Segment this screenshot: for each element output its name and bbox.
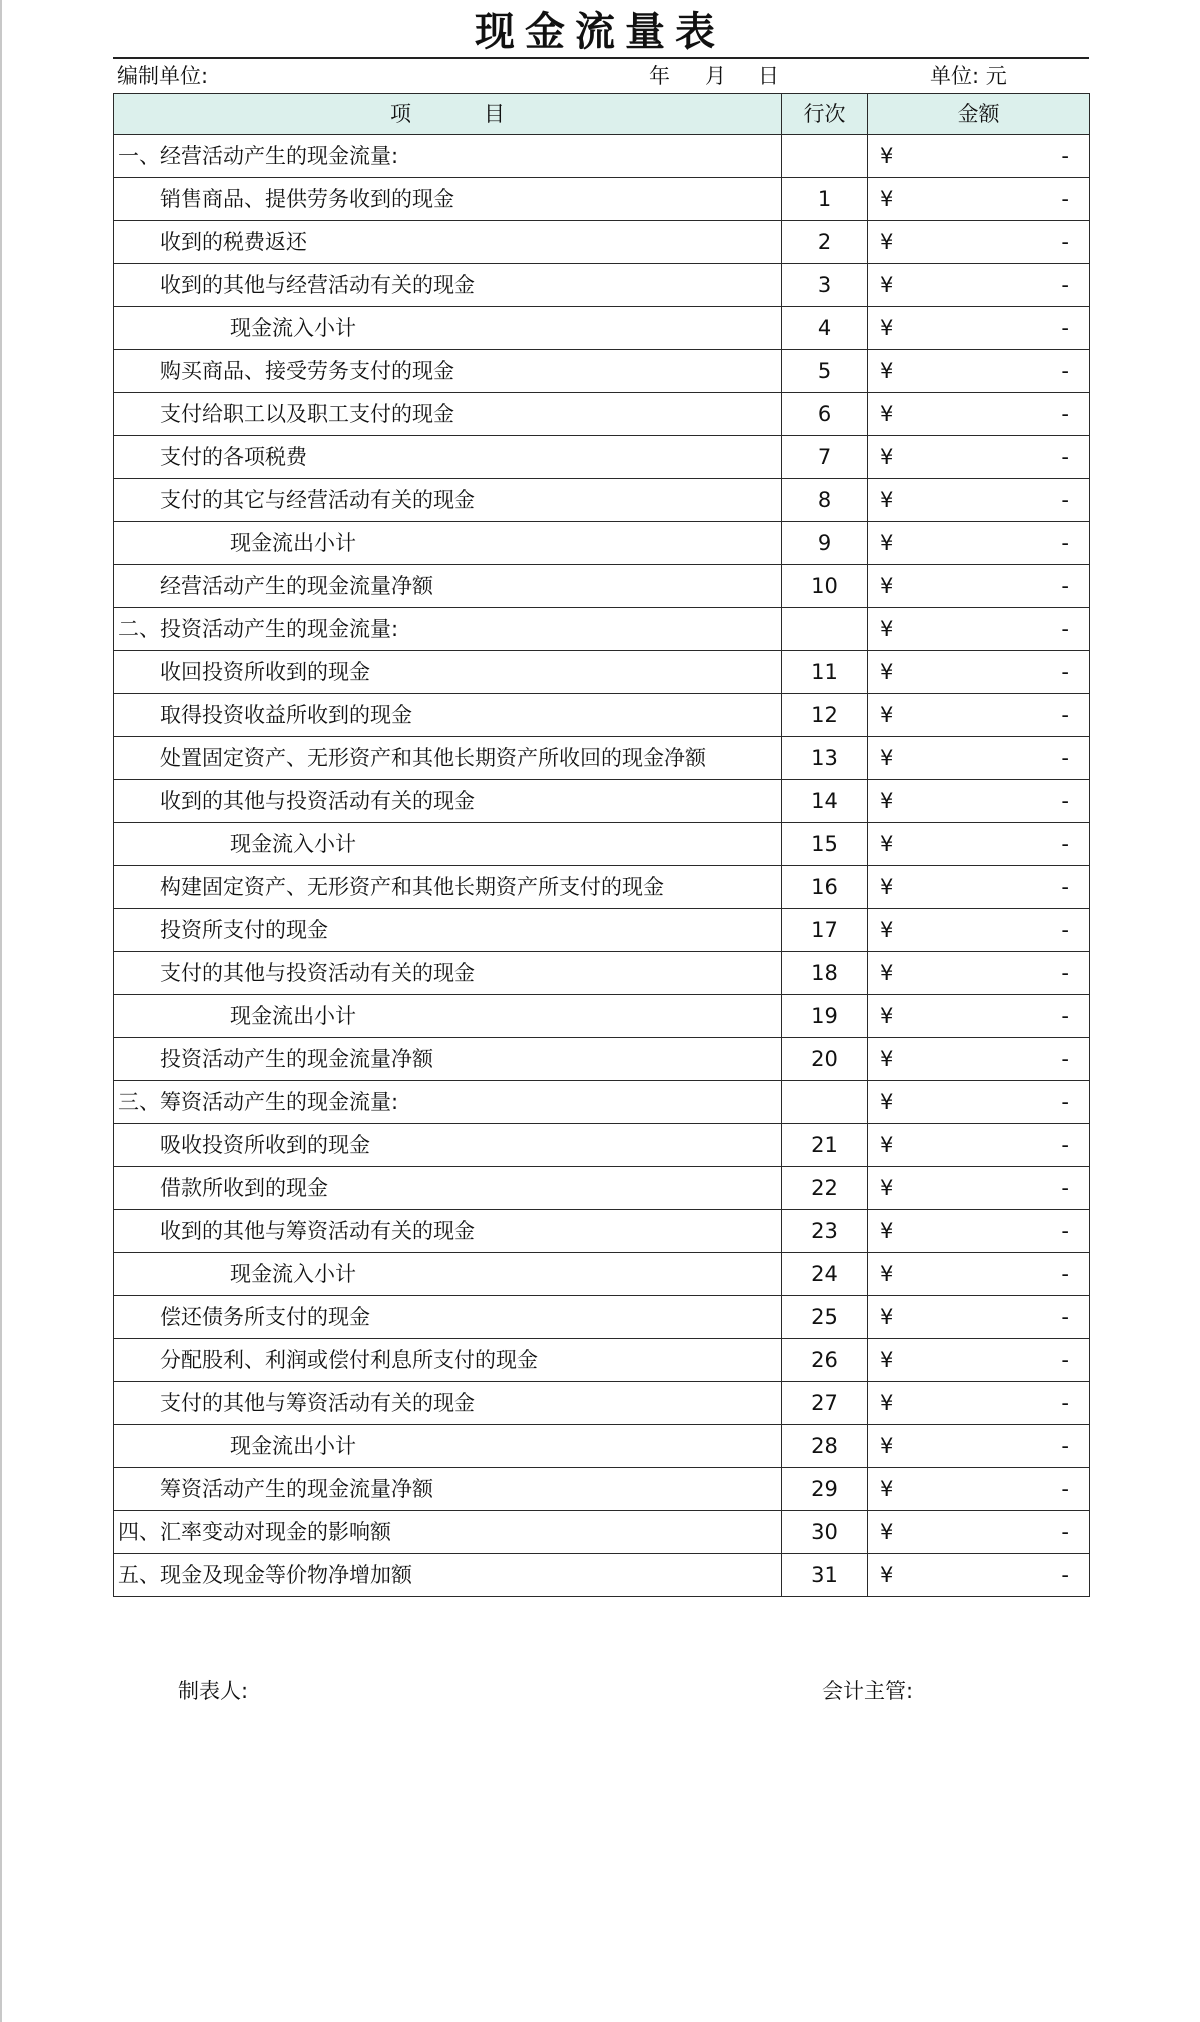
row-amount-value: - (1061, 1133, 1069, 1157)
row-amount-value: - (1061, 1305, 1069, 1329)
row-amount-cell[interactable] (868, 350, 1090, 393)
table-row (114, 651, 1090, 694)
row-amount-cell[interactable] (868, 135, 1090, 178)
currency-symbol: ¥ (880, 445, 894, 469)
currency-symbol: ¥ (880, 574, 894, 598)
cash-flow-table (113, 93, 1090, 1597)
currency-symbol: ¥ (880, 1391, 894, 1415)
table-row (114, 1468, 1090, 1511)
row-amount-value: - (1061, 488, 1069, 512)
table-row (114, 1038, 1090, 1081)
table-row (114, 1382, 1090, 1425)
row-amount-value: - (1061, 402, 1069, 426)
row-item-label[interactable]: 支付的其他与筹资活动有关的现金 (114, 1382, 782, 1425)
currency-symbol: ¥ (880, 1047, 894, 1071)
currency-symbol: ¥ (880, 1520, 894, 1544)
row-item-label[interactable]: 收到的其他与筹资活动有关的现金 (114, 1210, 782, 1253)
date-day-label: 日 (758, 64, 779, 88)
currency-symbol: ¥ (880, 961, 894, 985)
row-line-number[interactable]: 11 (782, 651, 868, 694)
table-row (114, 1511, 1090, 1554)
table-row (114, 522, 1090, 565)
column-header-line-no: 行次 (782, 94, 868, 135)
row-line-number[interactable]: 30 (782, 1511, 868, 1554)
row-amount-cell[interactable] (868, 694, 1090, 737)
table-body (114, 135, 1090, 1597)
table-row (114, 608, 1090, 651)
row-item-label[interactable]: 购买商品、接受劳务支付的现金 (114, 350, 782, 393)
row-item-label[interactable]: 收到的其他与投资活动有关的现金 (114, 780, 782, 823)
table-row (114, 178, 1090, 221)
row-item-label[interactable]: 销售商品、提供劳务收到的现金 (114, 178, 782, 221)
row-line-number[interactable]: 27 (782, 1382, 868, 1425)
row-amount-value: - (1061, 961, 1069, 985)
row-amount-cell[interactable] (868, 1081, 1090, 1124)
row-item-label[interactable]: 处置固定资产、无形资产和其他长期资产所收回的现金净额 (114, 737, 782, 780)
row-amount-value: - (1061, 918, 1069, 942)
row-amount-value: - (1061, 1391, 1069, 1415)
currency-symbol: ¥ (880, 1004, 894, 1028)
row-amount-value: - (1061, 316, 1069, 340)
preparing-unit-label: 编制单位: (117, 64, 209, 88)
currency-symbol: ¥ (880, 359, 894, 383)
row-amount-cell[interactable] (868, 178, 1090, 221)
row-amount-value: - (1061, 1047, 1069, 1071)
row-amount-value: - (1061, 875, 1069, 899)
row-amount-cell[interactable] (868, 1167, 1090, 1210)
table-row (114, 350, 1090, 393)
row-amount-value: - (1061, 359, 1069, 383)
row-amount-value: - (1061, 703, 1069, 727)
row-amount-cell[interactable] (868, 780, 1090, 823)
row-line-number[interactable]: 31 (782, 1554, 868, 1597)
row-item-label[interactable]: 现金流出小计 (114, 1425, 782, 1468)
page-edge (0, 0, 2, 2022)
row-amount-cell[interactable] (868, 1425, 1090, 1468)
row-amount-cell[interactable] (868, 1124, 1090, 1167)
row-amount-value: - (1061, 230, 1069, 254)
row-amount-cell[interactable] (868, 393, 1090, 436)
table-row (114, 1167, 1090, 1210)
row-line-number[interactable]: 5 (782, 350, 868, 393)
row-amount-value: - (1061, 1176, 1069, 1200)
currency-symbol: ¥ (880, 1090, 894, 1114)
row-amount-cell[interactable] (868, 1468, 1090, 1511)
row-amount-cell[interactable] (868, 952, 1090, 995)
row-item-label[interactable]: 一、经营活动产生的现金流量: (114, 135, 782, 178)
row-line-number[interactable]: 18 (782, 952, 868, 995)
currency-symbol: ¥ (880, 531, 894, 555)
row-line-number[interactable]: 7 (782, 436, 868, 479)
row-item-label[interactable]: 取得投资收益所收到的现金 (114, 694, 782, 737)
page-title: 现金流量表 (475, 9, 725, 55)
row-line-number[interactable] (782, 608, 868, 651)
row-item-label[interactable]: 收回投资所收到的现金 (114, 651, 782, 694)
table-row (114, 565, 1090, 608)
row-amount-cell[interactable] (868, 608, 1090, 651)
row-line-number[interactable]: 6 (782, 393, 868, 436)
row-amount-cell[interactable] (868, 737, 1090, 780)
row-item-label[interactable]: 构建固定资产、无形资产和其他长期资产所支付的现金 (114, 866, 782, 909)
table-row (114, 823, 1090, 866)
table-row (114, 1425, 1090, 1468)
table-row (114, 737, 1090, 780)
table-row (114, 393, 1090, 436)
table-row (114, 1210, 1090, 1253)
currency-symbol: ¥ (880, 1348, 894, 1372)
currency-symbol: ¥ (880, 1262, 894, 1286)
row-line-number[interactable]: 2 (782, 221, 868, 264)
table-row (114, 995, 1090, 1038)
row-line-number[interactable]: 19 (782, 995, 868, 1038)
preparer-label: 制表人: (178, 1679, 249, 1703)
row-amount-value: - (1061, 531, 1069, 555)
row-amount-cell[interactable] (868, 1339, 1090, 1382)
row-item-label[interactable]: 二、投资活动产生的现金流量: (114, 608, 782, 651)
row-line-number[interactable]: 16 (782, 866, 868, 909)
title-underline (113, 57, 1089, 59)
row-amount-value: - (1061, 617, 1069, 641)
row-amount-value: - (1061, 1262, 1069, 1286)
row-amount-value: - (1061, 1520, 1069, 1544)
row-amount-cell[interactable] (868, 1296, 1090, 1339)
row-line-number[interactable]: 12 (782, 694, 868, 737)
row-item-label[interactable]: 借款所收到的现金 (114, 1167, 782, 1210)
row-line-number[interactable]: 26 (782, 1339, 868, 1382)
row-item-label[interactable]: 现金流入小计 (114, 307, 782, 350)
row-item-label[interactable]: 投资活动产生的现金流量净额 (114, 1038, 782, 1081)
table-row (114, 909, 1090, 952)
currency-symbol: ¥ (880, 789, 894, 813)
row-amount-value: - (1061, 144, 1069, 168)
row-item-label[interactable]: 吸收投资所收到的现金 (114, 1124, 782, 1167)
row-item-label[interactable]: 现金流入小计 (114, 823, 782, 866)
table-row (114, 1554, 1090, 1597)
currency-symbol: ¥ (880, 316, 894, 340)
currency-symbol: ¥ (880, 703, 894, 727)
row-amount-value: - (1061, 1477, 1069, 1501)
row-amount-cell[interactable] (868, 565, 1090, 608)
row-item-label[interactable]: 筹资活动产生的现金流量净额 (114, 1468, 782, 1511)
row-line-number[interactable]: 22 (782, 1167, 868, 1210)
row-line-number[interactable]: 13 (782, 737, 868, 780)
table-row (114, 1081, 1090, 1124)
row-amount-cell[interactable] (868, 1253, 1090, 1296)
row-amount-cell[interactable] (868, 1210, 1090, 1253)
table-row (114, 436, 1090, 479)
table-row (114, 1253, 1090, 1296)
row-line-number[interactable]: 21 (782, 1124, 868, 1167)
row-item-label[interactable]: 支付的其它与经营活动有关的现金 (114, 479, 782, 522)
row-amount-value: - (1061, 832, 1069, 856)
date-year-label: 年 (649, 64, 670, 88)
currency-symbol: ¥ (880, 875, 894, 899)
row-line-number[interactable]: 29 (782, 1468, 868, 1511)
column-header-item: 项 目 (114, 94, 782, 135)
table-row (114, 1296, 1090, 1339)
row-item-label[interactable]: 现金流出小计 (114, 995, 782, 1038)
currency-symbol: ¥ (880, 1219, 894, 1243)
row-amount-value: - (1061, 1563, 1069, 1587)
table-row (114, 780, 1090, 823)
column-header-amount: 金额 (868, 94, 1090, 135)
currency-symbol: ¥ (880, 488, 894, 512)
row-line-number[interactable]: 15 (782, 823, 868, 866)
date-month-label: 月 (705, 64, 726, 88)
currency-symbol: ¥ (880, 1434, 894, 1458)
row-item-label[interactable]: 五、现金及现金等价物净增加额 (114, 1554, 782, 1597)
table-row (114, 307, 1090, 350)
table-row (114, 866, 1090, 909)
row-line-number[interactable]: 4 (782, 307, 868, 350)
table-header-row (114, 94, 1090, 135)
row-item-label[interactable]: 三、筹资活动产生的现金流量: (114, 1081, 782, 1124)
row-item-label[interactable]: 现金流入小计 (114, 1253, 782, 1296)
row-amount-value: - (1061, 187, 1069, 211)
row-amount-value: - (1061, 660, 1069, 684)
table-row (114, 952, 1090, 995)
table-row (114, 135, 1090, 178)
currency-symbol: ¥ (880, 746, 894, 770)
table-row (114, 1339, 1090, 1382)
row-line-number[interactable]: 9 (782, 522, 868, 565)
currency-symbol: ¥ (880, 832, 894, 856)
row-amount-cell[interactable] (868, 1038, 1090, 1081)
row-amount-cell[interactable] (868, 307, 1090, 350)
table-row (114, 694, 1090, 737)
currency-symbol: ¥ (880, 144, 894, 168)
row-amount-value: - (1061, 445, 1069, 469)
row-amount-value: - (1061, 1348, 1069, 1372)
currency-symbol: ¥ (880, 617, 894, 641)
currency-symbol: ¥ (880, 273, 894, 297)
row-line-number[interactable]: 3 (782, 264, 868, 307)
row-amount-cell[interactable] (868, 1382, 1090, 1425)
row-item-label[interactable]: 现金流出小计 (114, 522, 782, 565)
row-amount-value: - (1061, 574, 1069, 598)
row-amount-value: - (1061, 746, 1069, 770)
row-amount-value: - (1061, 1434, 1069, 1458)
row-line-number[interactable]: 10 (782, 565, 868, 608)
currency-symbol: ¥ (880, 1477, 894, 1501)
row-amount-value: - (1061, 1090, 1069, 1114)
table-row (114, 264, 1090, 307)
row-item-label[interactable]: 支付的各项税费 (114, 436, 782, 479)
currency-symbol: ¥ (880, 1133, 894, 1157)
table-row (114, 1124, 1090, 1167)
row-line-number[interactable]: 28 (782, 1425, 868, 1468)
currency-symbol: ¥ (880, 187, 894, 211)
row-amount-value: - (1061, 789, 1069, 813)
row-line-number[interactable]: 14 (782, 780, 868, 823)
currency-symbol: ¥ (880, 918, 894, 942)
row-amount-cell[interactable] (868, 522, 1090, 565)
row-line-number[interactable] (782, 135, 868, 178)
row-item-label[interactable]: 收到的其他与经营活动有关的现金 (114, 264, 782, 307)
row-item-label[interactable]: 经营活动产生的现金流量净额 (114, 565, 782, 608)
row-line-number[interactable]: 23 (782, 1210, 868, 1253)
currency-symbol: ¥ (880, 660, 894, 684)
row-item-label[interactable]: 支付的其他与投资活动有关的现金 (114, 952, 782, 995)
row-amount-cell[interactable] (868, 909, 1090, 952)
row-amount-cell[interactable] (868, 1554, 1090, 1597)
row-line-number[interactable]: 25 (782, 1296, 868, 1339)
row-amount-cell[interactable] (868, 1511, 1090, 1554)
row-amount-cell[interactable] (868, 436, 1090, 479)
row-amount-cell[interactable] (868, 479, 1090, 522)
currency-symbol: ¥ (880, 1176, 894, 1200)
row-amount-value: - (1061, 273, 1069, 297)
row-amount-value: - (1061, 1004, 1069, 1028)
currency-symbol: ¥ (880, 1305, 894, 1329)
row-amount-cell[interactable] (868, 823, 1090, 866)
table-row (114, 479, 1090, 522)
row-item-label[interactable]: 收到的税费返还 (114, 221, 782, 264)
row-amount-cell[interactable] (868, 264, 1090, 307)
row-item-label[interactable]: 投资所支付的现金 (114, 909, 782, 952)
table-row (114, 221, 1090, 264)
row-line-number[interactable]: 17 (782, 909, 868, 952)
row-line-number[interactable] (782, 1081, 868, 1124)
row-amount-value: - (1061, 1219, 1069, 1243)
row-line-number[interactable]: 24 (782, 1253, 868, 1296)
row-line-number[interactable]: 20 (782, 1038, 868, 1081)
row-amount-cell[interactable] (868, 651, 1090, 694)
currency-symbol: ¥ (880, 1563, 894, 1587)
row-line-number[interactable]: 1 (782, 178, 868, 221)
row-line-number[interactable]: 8 (782, 479, 868, 522)
accounting-supervisor-label: 会计主管: (822, 1679, 914, 1703)
currency-symbol: ¥ (880, 402, 894, 426)
currency-symbol: ¥ (880, 230, 894, 254)
row-item-label[interactable]: 分配股利、利润或偿付利息所支付的现金 (114, 1339, 782, 1382)
row-amount-cell[interactable] (868, 995, 1090, 1038)
row-item-label[interactable]: 四、汇率变动对现金的影响额 (114, 1511, 782, 1554)
row-amount-cell[interactable] (868, 221, 1090, 264)
currency-unit-label: 单位: 元 (930, 64, 1007, 88)
row-amount-cell[interactable] (868, 866, 1090, 909)
row-item-label[interactable]: 偿还债务所支付的现金 (114, 1296, 782, 1339)
row-item-label[interactable]: 支付给职工以及职工支付的现金 (114, 393, 782, 436)
